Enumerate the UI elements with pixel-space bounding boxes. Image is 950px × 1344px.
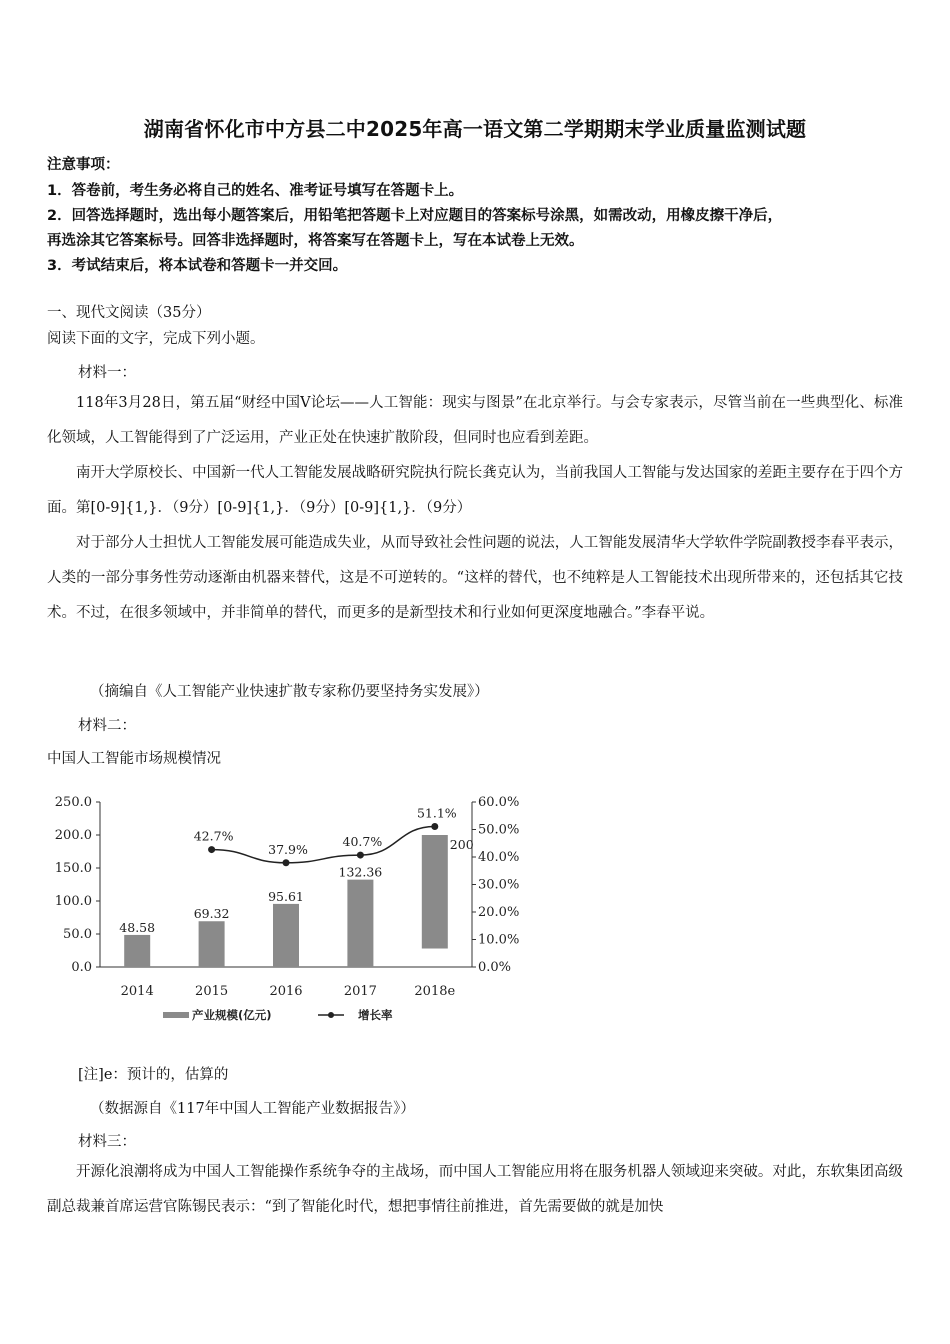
growth-point: [431, 823, 438, 830]
y-tick-label: 250.0: [54, 795, 92, 810]
material-label: 材料一：: [78, 365, 136, 381]
source-citation: （数据源自《117年中国人工智能产业数据报告》）: [90, 1101, 415, 1117]
bar: [273, 904, 299, 967]
y-right-tick-label: 30.0%: [478, 877, 520, 893]
paragraph: 开源化浪潮将成为中国人工智能操作系统争夺的主战场，而中国人工智能应用将在服务机器人领域迎来突破。对此，东软集团高级副总裁兼首席运营官陈锡民表示：“到了智能化时代，想把事情往前推进，首先需要做的就是加快: [47, 1164, 903, 1215]
x-tick-label: 2017: [343, 984, 377, 999]
y-tick-label: 0.0: [71, 960, 92, 975]
x-tick-label: 2016: [269, 984, 303, 999]
y-right-tick-label: 50.0%: [478, 822, 520, 838]
paragraph: 118年3月28日，第五届“财经中国V论坛——人工智能：现实与图景”在北京举行。与会专家表示，尽管当前在一些典型化、标准化领域，人工智能得到了广泛运用，产业正处在快速扩散阶段，但同时也应看到差距。: [47, 395, 903, 446]
growth-label: 42.7%: [193, 828, 234, 844]
notice-item: 1．答卷前，考生务必将自己的姓名、准考证号填写在答题卡上。: [47, 183, 464, 199]
paragraph: 对于部分人士担忧人工智能发展可能造成失业，从而导致社会性问题的说法，人工智能发展清华大学软件学院副教授李春平表示，人类的一部分事务性劳动逐渐由机器来替代，这是不可逆转的。“这样的替代，也不纯粹是人工智能技术出现所带来的，还包括其它技术。不过，在很多领域中，并非简单的替代，而更多的是新型技术和行业如何更深度地融合。”李春平说。: [47, 535, 903, 621]
y-tick-label: 50.0: [63, 927, 92, 942]
y-right-tick-label: 20.0%: [478, 905, 520, 920]
material-label: 材料二：: [78, 718, 136, 734]
paragraph: 南开大学原校长、中国新一代人工智能发展战略研究院执行院长龚克认为，当前我国人工智能与发达国家的差距主要存在于四个方面。第[0-9]{1,}．（9分）[0-9]{1,}．（9分）[0-9]{1,}．（9分）: [47, 465, 903, 516]
bar: [422, 835, 448, 949]
section-heading: 一、现代文阅读（35分）: [47, 305, 211, 321]
bar: [199, 921, 225, 967]
legend-label: 产业规模(亿元): [192, 1008, 272, 1022]
legend-line-marker: [328, 1012, 334, 1018]
instruction: 阅读下面的文字，完成下列小题。: [47, 331, 265, 347]
source-citation: （摘编自《人工智能产业快速扩散专家称仍要坚持务实发展》）: [90, 684, 489, 700]
bar-value-label: 69.32: [193, 906, 230, 922]
growth-line: [212, 826, 435, 862]
growth-point: [208, 846, 215, 853]
bar-value-label: 95.61: [268, 888, 304, 904]
chart-caption: 中国人工智能市场规模情况: [47, 751, 221, 767]
notice-item: 3．考试结束后，将本试卷和答题卡一并交回。: [47, 258, 348, 274]
growth-label: 51.1%: [416, 805, 457, 821]
y-tick-label: 200.0: [54, 828, 92, 843]
chart-note: [注]e：预计的，估算的: [78, 1067, 229, 1083]
bar-value-label: 132.36: [338, 864, 383, 880]
growth-label: 40.7%: [342, 834, 383, 850]
page-title: 湖南省怀化市中方县二中2025年高一语文第二学期期末学业质量监测试题: [143, 117, 807, 141]
growth-point: [357, 852, 364, 859]
bar: [124, 935, 150, 967]
growth-point: [283, 859, 290, 866]
x-tick-label: 2018e: [414, 984, 456, 999]
notice-heading: 注意事项：: [47, 157, 120, 173]
bar-value-label: 48.58: [119, 919, 156, 935]
y-right-tick-label: 0.0%: [478, 960, 512, 975]
x-tick-label: 2014: [120, 984, 154, 999]
y-tick-label: 100.0: [54, 894, 92, 909]
bar: [347, 880, 373, 967]
x-tick-label: 2015: [195, 984, 229, 999]
material-label: 材料三：: [78, 1134, 136, 1150]
y-right-tick-label: 40.0%: [478, 850, 520, 865]
notice-item: 再选涂其它答案标号。回答非选择题时，将答案写在答题卡上，写在本试卷上无效。: [47, 233, 584, 249]
legend-label: 增长率: [358, 1008, 393, 1022]
legend-bar-swatch: [163, 1012, 189, 1018]
market-size-chart: [54, 780, 540, 1040]
y-tick-label: 150.0: [54, 861, 92, 876]
y-right-tick-label: 10.0%: [478, 932, 520, 948]
chart-svg: [54, 780, 540, 1040]
bar-value-label: 200: [449, 837, 474, 852]
growth-label: 37.9%: [268, 841, 308, 857]
notice-item: 2．回答选择题时，选出每小题答案后，用铅笔把答题卡上对应题目的答案标号涂黑，如需改动，用橡皮擦干净后，: [47, 208, 783, 224]
y-right-tick-label: 60.0%: [478, 795, 520, 810]
